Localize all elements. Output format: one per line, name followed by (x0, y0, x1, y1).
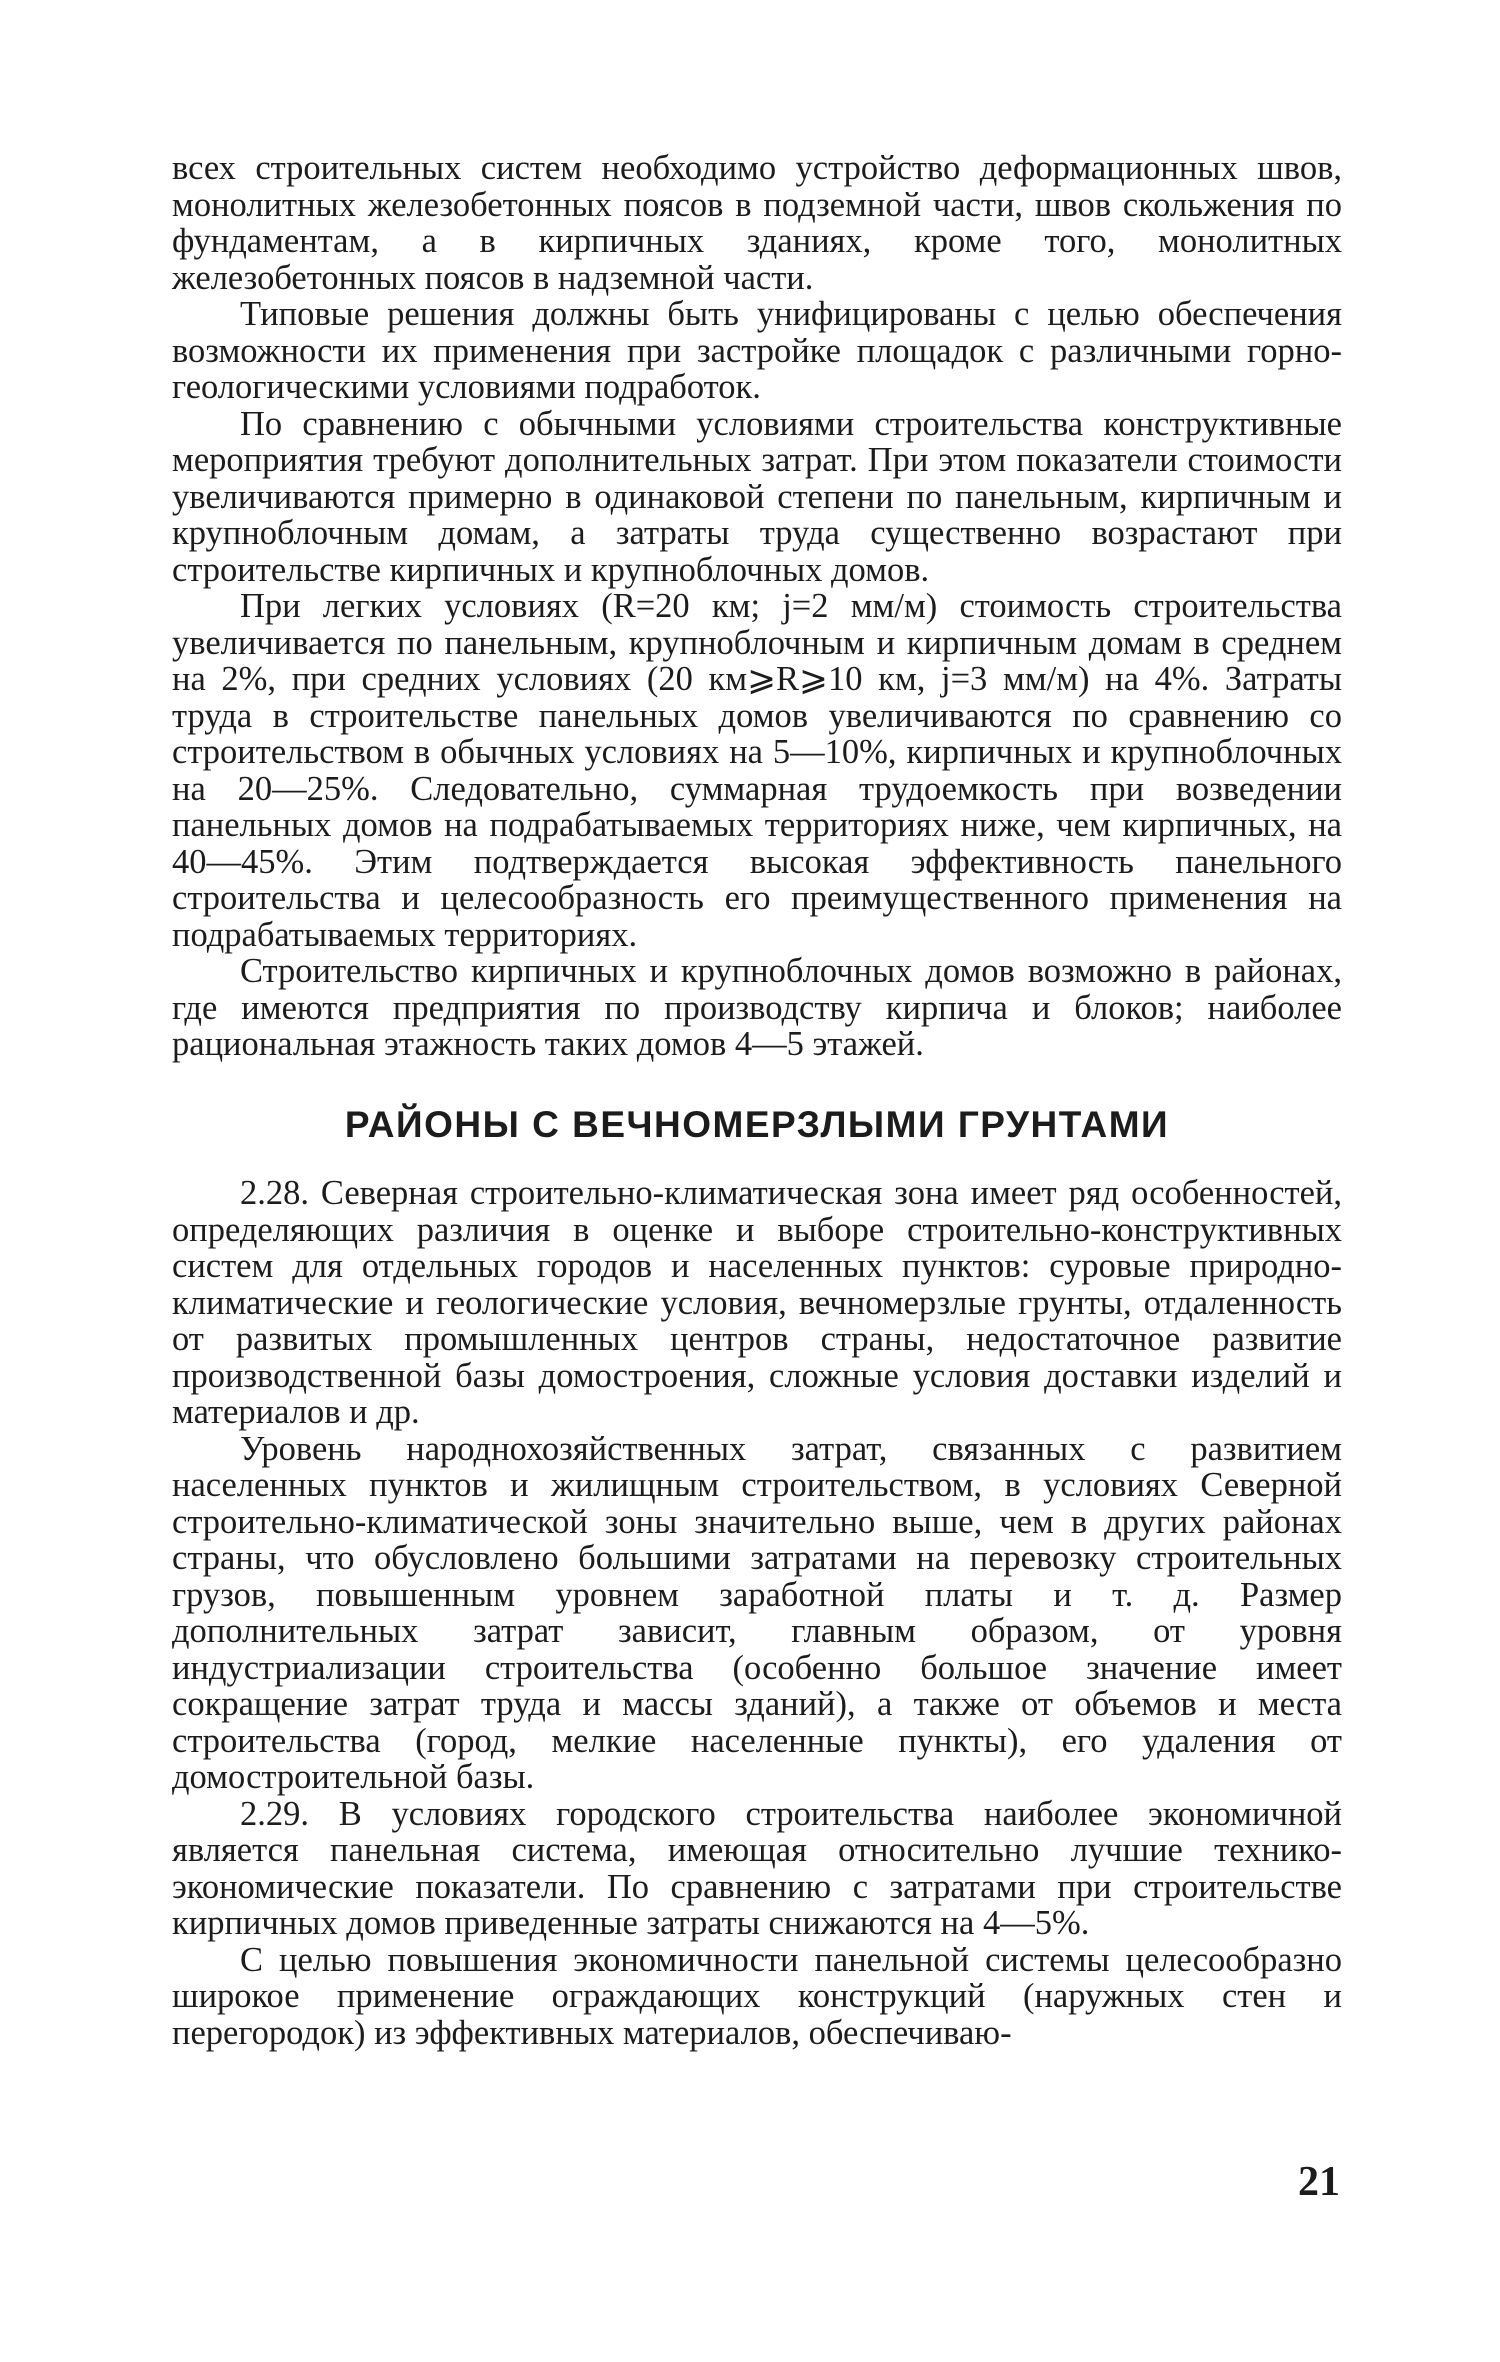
paragraph-continuation: всех строительных систем необходимо устройство деформационных швов, монолитных железобетонных поясов в подземной части, швов скольжения по фундаментам, а в кирпичных зданиях, кроме того, монолитных железобетонных поясов в надземной части. (172, 149, 1342, 297)
paragraph-2-29: 2.29. В условиях городского строительства наиболее экономичной является панельная система, имеющая относительно лучшие технико-экономические показатели. По сравнению с затратами при строительстве кирпичных домов приведенные затраты снижаются на 4—5%. (172, 1794, 1342, 1942)
section-heading: РАЙОНЫ С ВЕЧНОМЕРЗЛЫМИ ГРУНТАМИ (344, 1103, 1170, 1145)
paragraph-2-28: 2.28. Северная строительно-климатическая зона имеет ряд особенностей, определяющих различия в оценке и выборе строительно-конструктивных систем для отдельных городов и населенных пунктов: суровые природно-климатические и геологические условия, вечномерзлые грунты, отдаленность от развитых промышленных центров страны, недостаточное развитие производственной базы домостроения, сложные условия доставки изделий и материалов и др. (172, 1174, 1342, 1431)
paragraph-economic-costs: Уровень народнохозяйственных затрат, связанных с развитием населенных пунктов и жилищным строительством, в условиях Северной строительно-климатической зоны значительно выше, чем в других районах страны, что обусловлено большими затратами на перевозку строительных грузов, повышенным уровнем заработной платы и т. д. Размер дополнительных затрат зависит, главным образом, от уровня индустриализации строительства (особенно большое значение имеет сокращение затрат труда и массы зданий), а также от объемов и места строительства (город, мелкие населенные пункты), его удаления от домостроительной базы. (172, 1429, 1342, 1796)
page-body (172, 150, 1342, 2051)
page-number: 21 (1298, 2159, 1340, 2205)
paragraph-cost-comparison: По сравнению с обычными условиями строительства конструктивные мероприятия требуют дополнительных затрат. При этом показатели стоимости увеличиваются примерно в одинаковой степени по панельным, кирпичным и крупноблочным домам, а затраты труда существенно возрастают при строительстве кирпичных и крупноблочных домов. (172, 404, 1342, 589)
paragraph-panel-efficiency: С целью повышения экономичности панельной системы целесообразно широкое применение ограждающих конструкций (наружных стен и перегородок) из эффективных материалов, обеспечиваю- (172, 1940, 1342, 2052)
paragraph-brick-construction: Строительство кирпичных и крупноблочных домов возможно в районах, где имеются предприятия по производству кирпича и блоков; наиболее рациональная этажность таких домов 4—5 этажей. (172, 952, 1342, 1063)
paragraph-light-conditions: При легких условиях (R=20 км; j=2 мм/м) стоимость строительства увеличивается по панельным, крупноблочным и кирпичным домам в среднем на 2%, при средних условиях (20 км⩾R⩾10 км, j=3 мм/м) на 4%. Затраты труда в строительстве панельных домов увеличиваются по сравнению со строительством в обычных условиях на 5—10%, кирпичных и крупноблочных на 20—25%. Следовательно, суммарная трудоемкость при возведении панельных домов на подрабатываемых территориях ниже, чем кирпичных, на 40—45%. Этим подтверждается высокая эффективность панельного строительства и целесообразность его преимущественного применения на подрабатываемых территориях. (172, 587, 1342, 954)
paragraph-typical-solutions: Типовые решения должны быть унифицированы с целью обеспечения возможности их применения при застройке площадок с различными горно-геологическими условиями подработок. (172, 295, 1342, 406)
